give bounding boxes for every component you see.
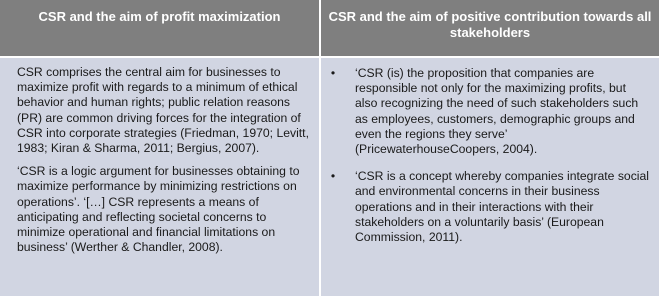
list-item: [321, 169, 651, 245]
bullet-icon: •: [330, 169, 336, 184]
table-header-row: [0, 0, 659, 56]
bullet-icon: •: [330, 66, 336, 80]
left-paragraph: ‘CSR is a logic argument for businesses obtaining to maximize performance by minimizing restrictions on operations’. ‘[…] CSR represents a means of anticipating and reflecting societal concerns to minimize operational and financial limitations on business’ (Werther & Chandler, 2008).: [17, 164, 300, 255]
header-profit-maximization: CSR and the aim of profit maximization: [38, 9, 281, 24]
bullet-text: ‘CSR is a concept whereby companies integrate social and environmental concerns in their business operations and in their interactions with their stakeholders on a voluntarily basis’ (European Commission, 2011).: [355, 169, 649, 245]
left-paragraph: CSR comprises the central aim for businesses to maximize profit with regards to a minimum of ethical behavior and human rights; public relation reasons (PR) are common driving forces for the integration of CSR into corporate strategies (Friedman, 1970; Levitt, 1983; Kiran & Sharma, 2011; Bergius, 2007).: [17, 65, 309, 156]
left-column-cell: [0, 58, 319, 296]
header-stakeholder-contribution: CSR and the aim of positive contribution towards all stakeholders: [328, 9, 652, 40]
bullet-text: ‘CSR (is) the proposition that companies are responsible not only for the maximizing profits, but also recognizing the need of such stakeholders such as employees, customers, demographic groups and even the regions they serve’ (PricewaterhouseCoopers, 2004).: [355, 66, 639, 157]
right-column-cell: [321, 58, 659, 296]
list-item: [321, 66, 651, 157]
